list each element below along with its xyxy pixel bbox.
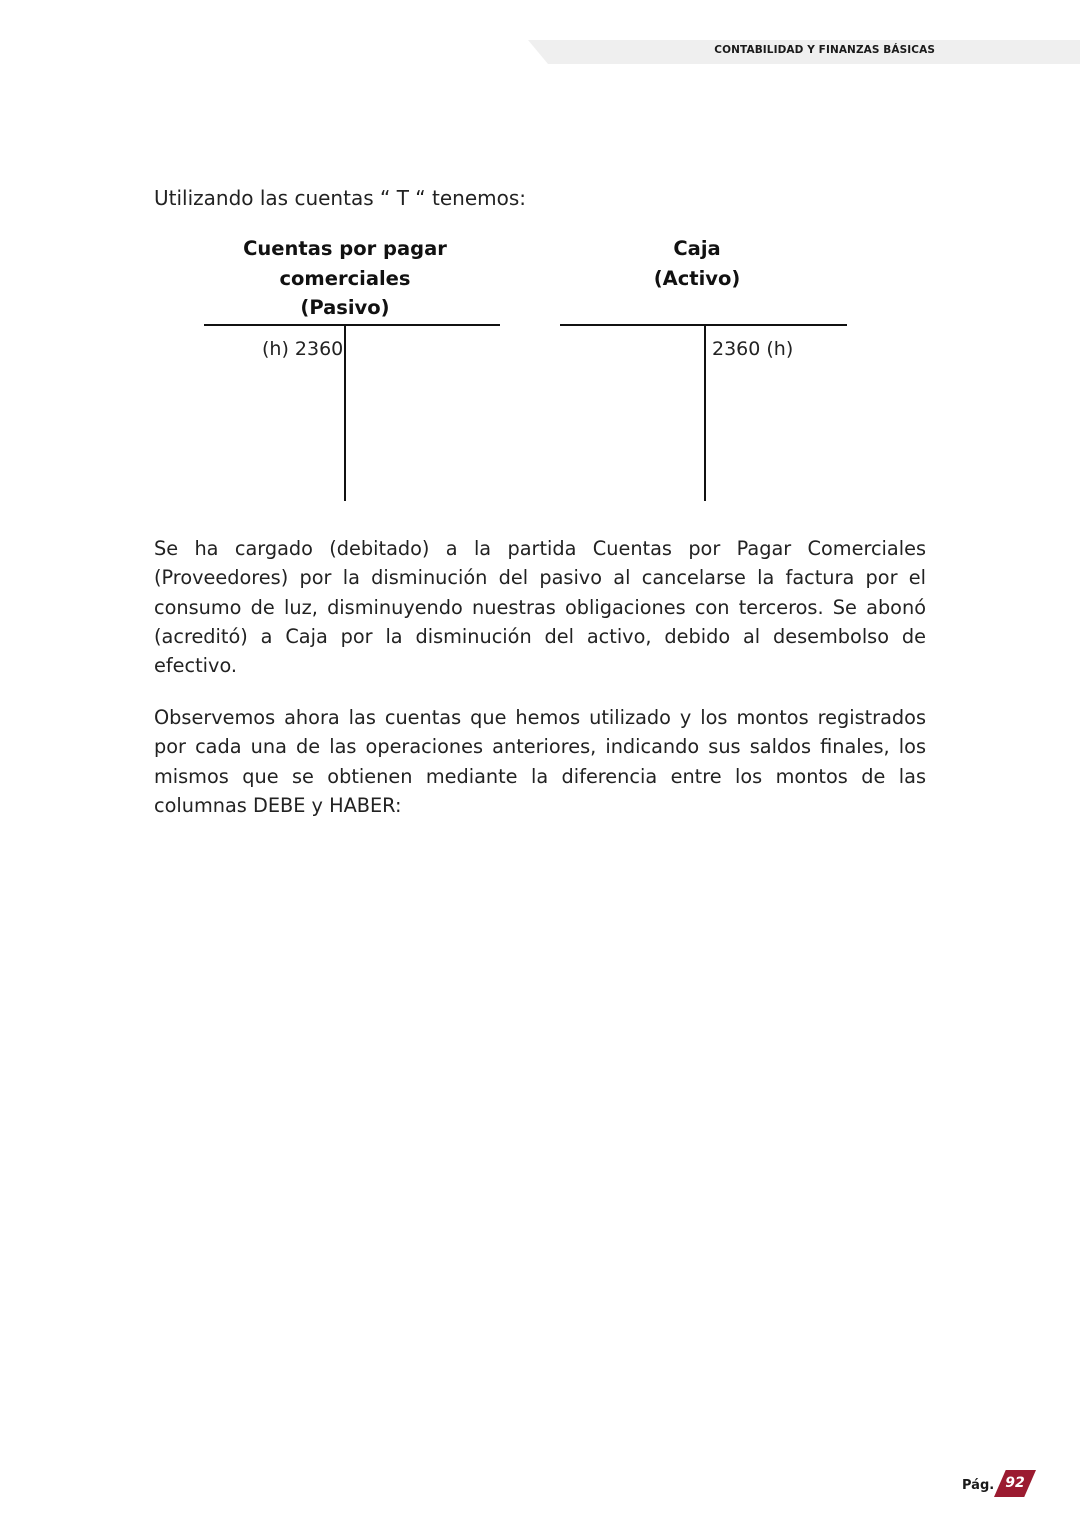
t-account-title-line: comerciales [279,266,411,290]
header-title: CONTABILIDAD Y FINANZAS BÁSICAS [714,44,935,56]
t-account-title-line: (Activo) [653,266,741,290]
intro-text: Utilizando las cuentas “ T “ tenemos: [154,186,527,210]
explanation-paragraph: Se ha cargado (debitado) a la partida Cuentas por Pagar Comerciales (Proveedores) por la disminución del pasivo al cancelarse la factura por el consumo de luz, disminuyendo nuestras obligaciones con terceros. Se abonó (acreditó) a Caja por la disminución del activo, debido al desembolso de efectivo. [154,537,926,678]
t-account-top-line [204,324,500,326]
t-account-title-line: (Pasivo) [300,296,390,319]
page-label: Pág. [962,1478,995,1493]
page-number: 92 [1005,1475,1025,1491]
t-account-credit-entry: 2360 (h) [712,338,794,360]
t-account-title-cash [598,234,796,293]
t-account-title-payables [204,234,486,323]
t-account-divider [704,325,706,501]
t-account-title-line: Caja [673,237,721,260]
observation-paragraph: Observemos ahora las cuentas que hemos utilizado y los montos registrados por cada una de las operaciones anteriores, indicando sus saldos finales, los mismos que se obtienen mediante la diferencia entre los montos de las columnas DEBE y HABER: [154,706,926,817]
t-account-divider [344,325,346,501]
t-account-debit-entry: (h) 2360 [262,338,344,360]
t-account-title-line: Cuentas por pagar [243,237,447,260]
